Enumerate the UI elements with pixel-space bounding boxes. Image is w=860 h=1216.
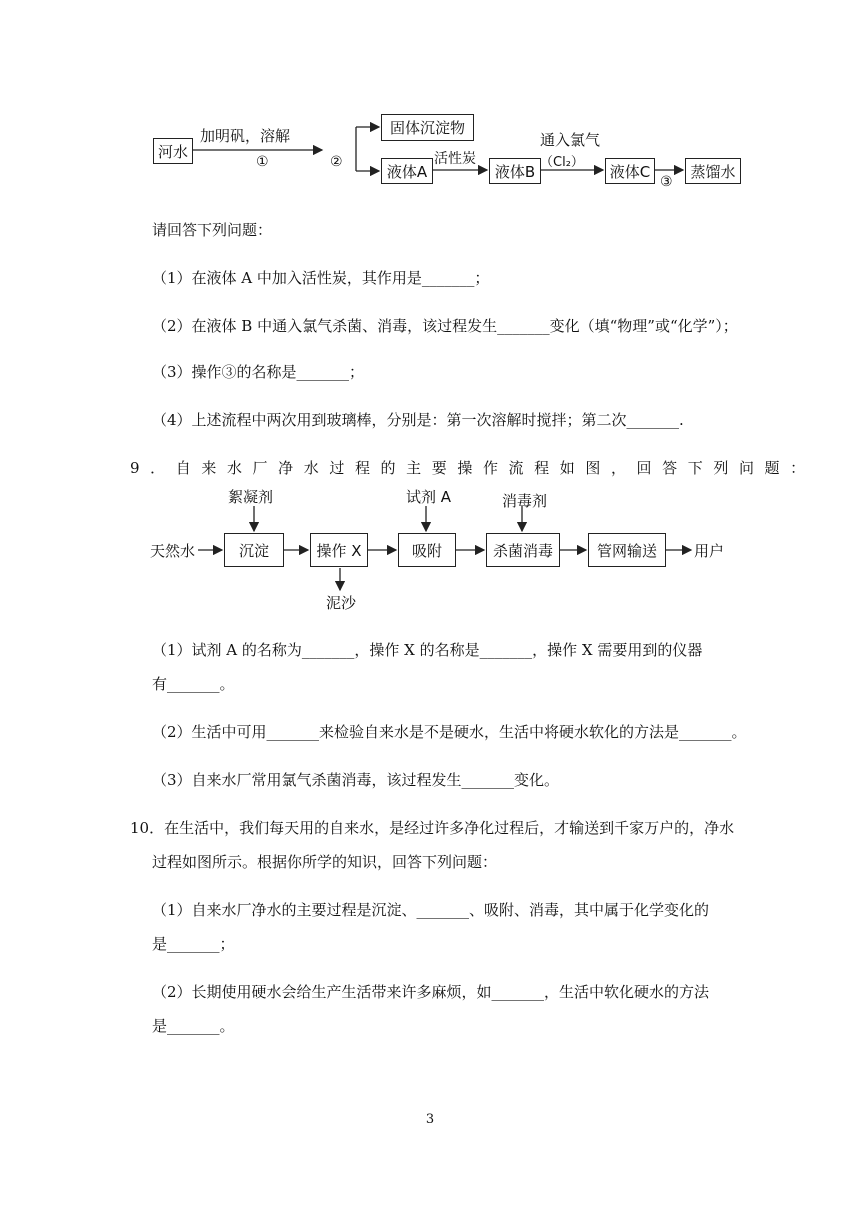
flocculant-label: 絮凝剂 [228, 488, 274, 506]
q10-stem-b: 过程如图所示。根据你所学的知识，回答下列问题： [152, 853, 498, 871]
disinfectant-label: 消毒剂 [502, 492, 548, 510]
q9-part3: （3）自来水厂常用氯气杀菌消毒，该过程发生_______变化。 [152, 771, 560, 789]
sedimentation-box: 沉淀 [224, 533, 284, 567]
q9-part2: （2）生活中可用_______来检验自来水是不是硬水，生活中将硬水软化的方法是_______。 [152, 723, 747, 741]
q10-part2b: 是_______。 [152, 1017, 235, 1035]
chlorine-label: 通入氯气 [540, 131, 601, 149]
solid-precipitate-box: 固体沉淀物 [381, 114, 474, 141]
q8-part4: （4）上述流程中两次用到玻璃棒，分别是：第一次溶解时搅拌；第二次_______. [152, 411, 684, 429]
q8-prompt: 请回答下列问题： [152, 221, 273, 239]
silt-label: 泥沙 [326, 594, 357, 612]
activated-carbon-label: 活性炭 [434, 151, 476, 167]
sterilization-box: 杀菌消毒 [486, 533, 560, 567]
q9-stem: 9．自来水厂净水过程的主要操作流程如图，回答下列问题： [130, 459, 816, 477]
liquid-a-box: 液体A [381, 158, 433, 184]
q10-stem-a: 10．在生活中，我们每天用的自来水，是经过许多净化过程后，才输送到千家万户的，净水 [130, 819, 735, 837]
adsorption-box: 吸附 [398, 533, 456, 567]
reagent-a-label: 试剂 A [406, 488, 452, 506]
q10-part2a: （2）长期使用硬水会给生产生活带来许多麻烦，如_______，生活中软化硬水的方法 [152, 983, 710, 1001]
distilled-water-box: 蒸馏水 [685, 158, 741, 184]
river-water-box: 河水 [153, 138, 193, 164]
q8-part1: （1）在液体 A 中加入活性炭，其作用是_______； [152, 269, 490, 287]
q8-part2: （2）在液体 B 中通入氯气杀菌、消毒，该过程发生_______变化（填“物理”或“化学”）； [152, 317, 738, 335]
q9-part1b: 有_______。 [152, 675, 235, 693]
step2-number: ② [330, 154, 343, 170]
pipe-transport-box: 管网输送 [588, 533, 666, 567]
liquid-b-box: 液体B [489, 158, 541, 184]
operation-x-box: 操作 X [310, 533, 368, 567]
q8-part3: （3）操作③的名称是_______； [152, 363, 365, 381]
step1-number: ① [256, 154, 269, 170]
q10-part1a: （1）自来水厂净水的主要过程是沉淀、_______、吸附、消毒，其中属于化学变化的 [152, 901, 710, 919]
step3-number: ③ [660, 174, 673, 190]
alum-dissolve-label: 加明矾，溶解 [200, 127, 291, 145]
q10-part1b: 是_______； [152, 935, 235, 953]
liquid-c-box: 液体C [605, 158, 655, 184]
chlorine-formula: （Cl₂） [540, 155, 584, 170]
page-number: 3 [425, 1112, 435, 1127]
users-label: 用户 [694, 542, 725, 560]
natural-water-label: 天然水 [150, 542, 196, 560]
q9-part1a: （1）试剂 A 的名称为_______，操作 X 的名称是_______，操作 X 需要用到的仪器 [152, 641, 703, 659]
